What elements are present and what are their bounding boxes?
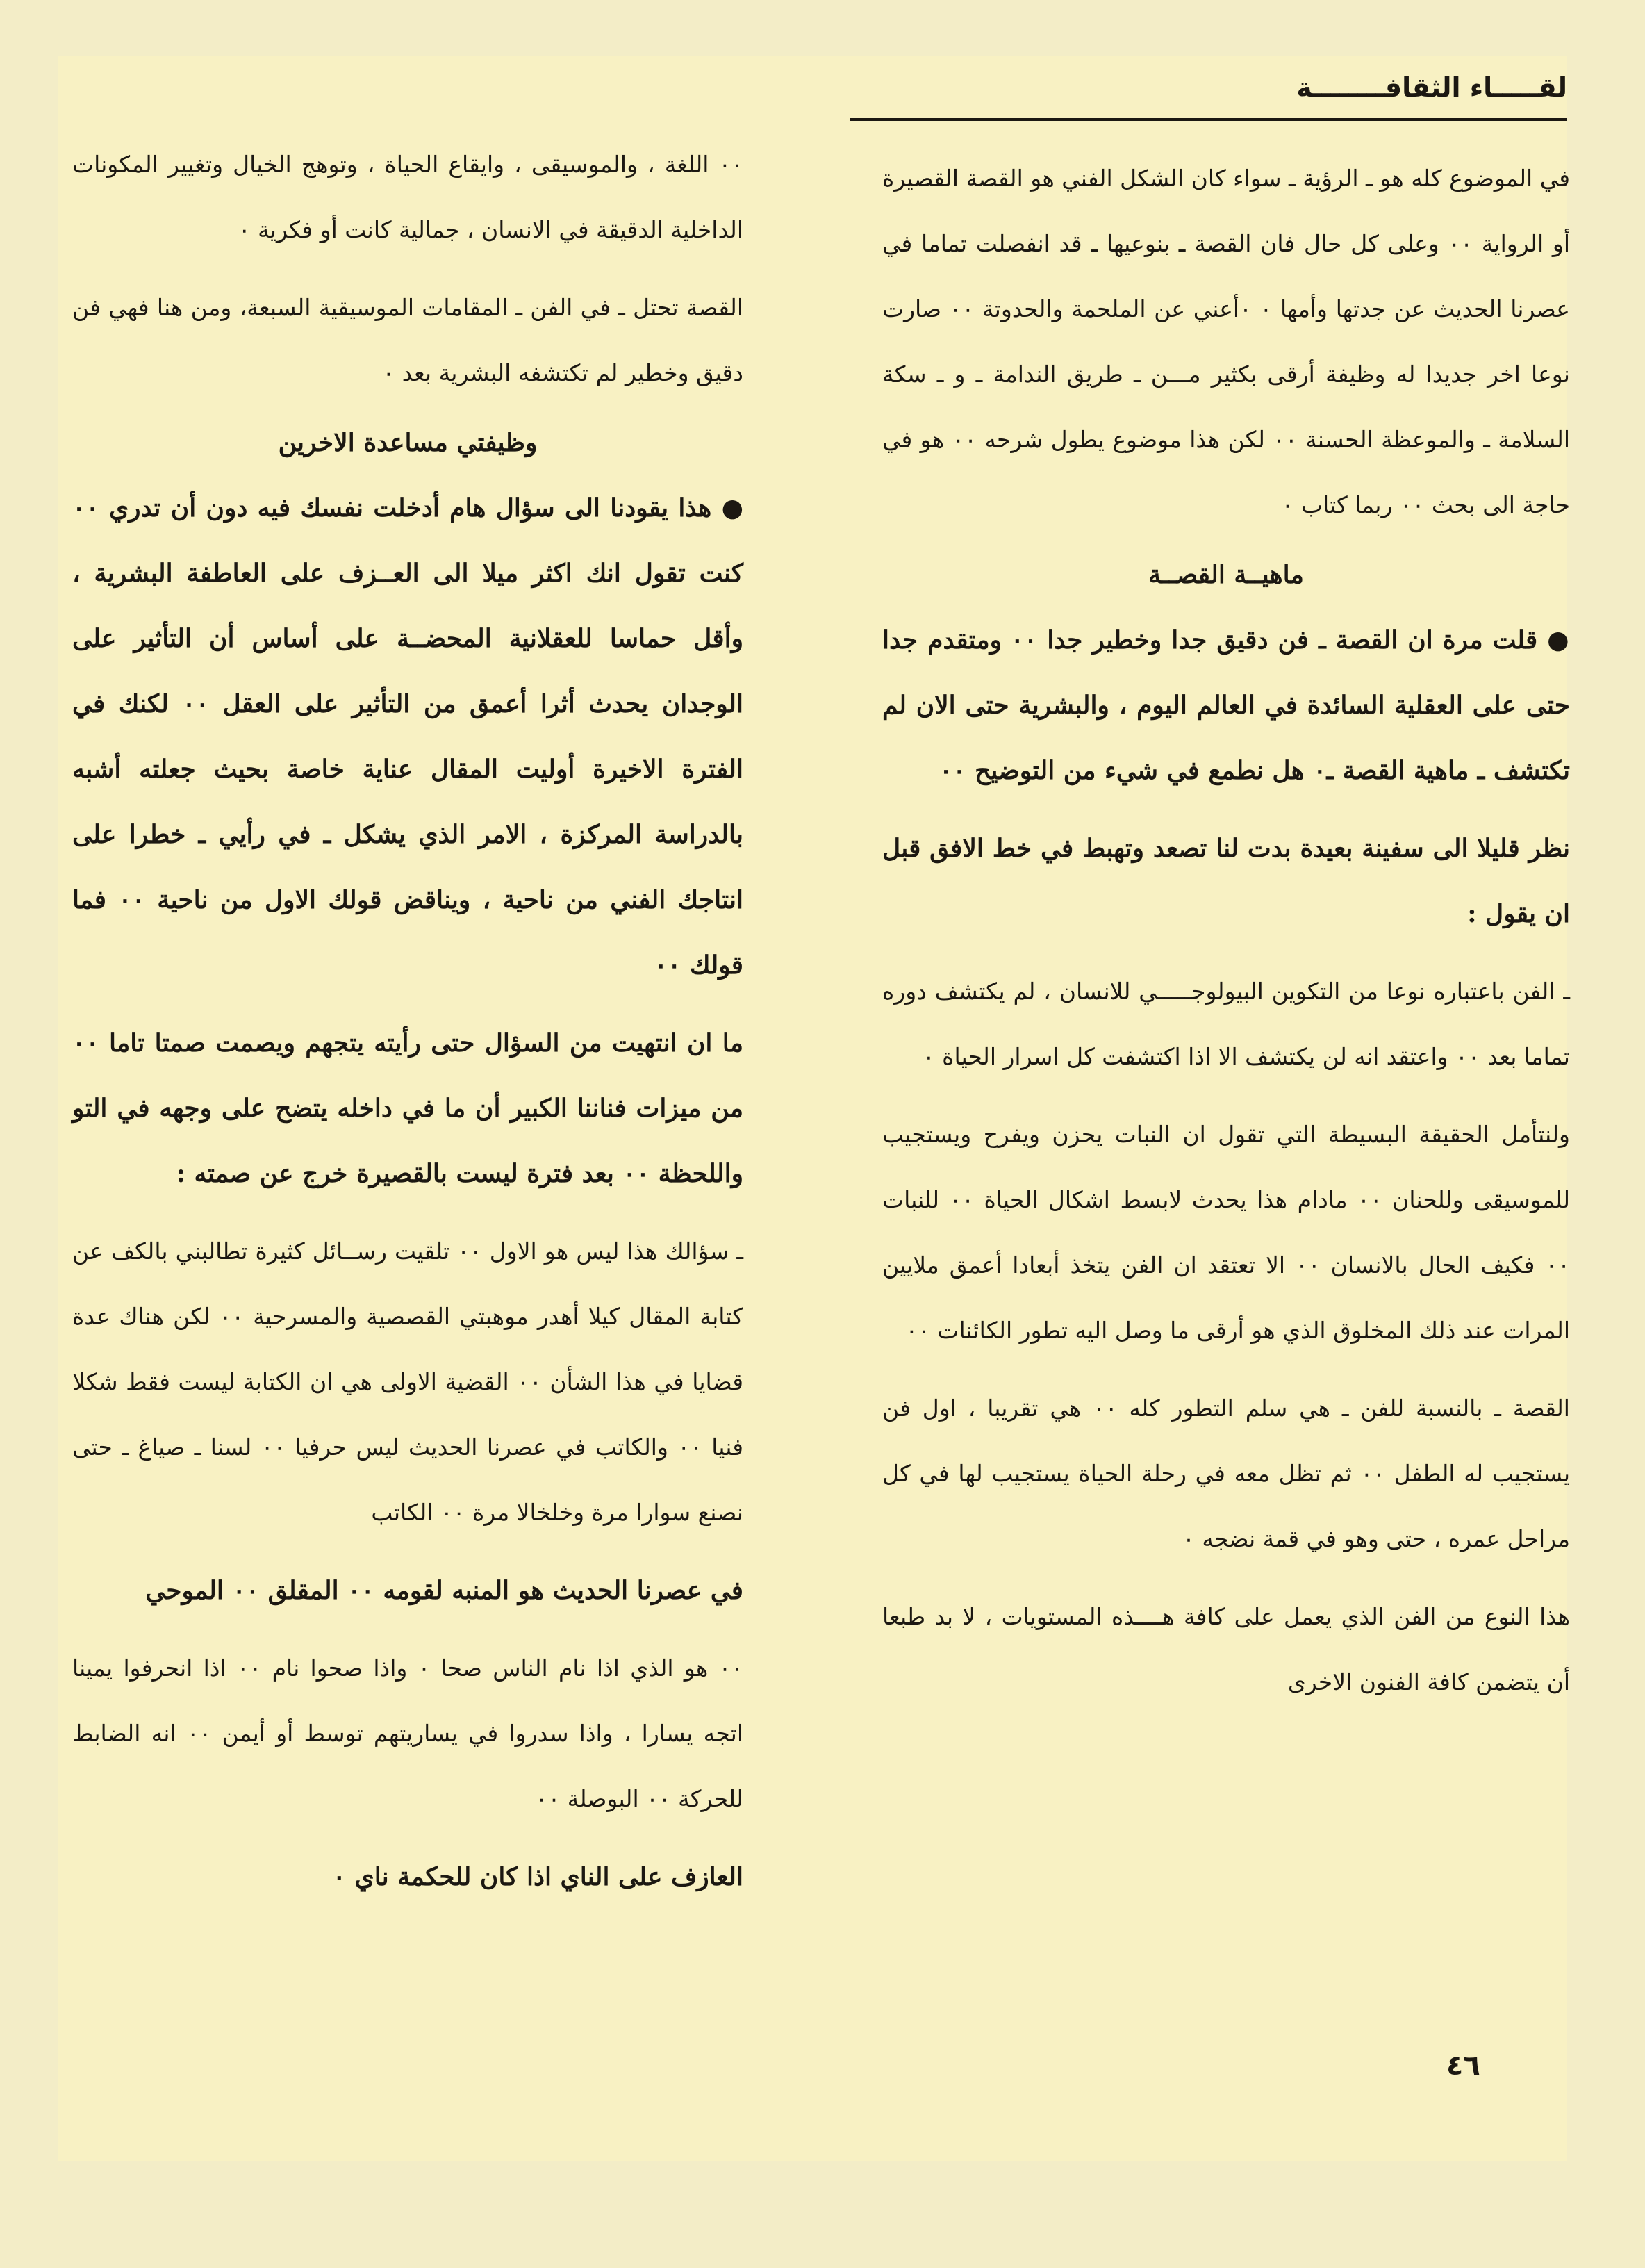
section-heading: ماهيــة القصــة [1148,560,1304,589]
paragraph: هذا النوع من الفن الذي يعمل على كافة هــــذه المستويات ، لا بد طبعا أن يتضمن كافة الفنون الاخرى [882,1603,1570,1695]
section-heading: وظيفتي مساعدة الاخرين [278,428,538,457]
right-column [882,146,1570,1727]
paragraph: القصة تحتل ـ في الفن ـ المقامات الموسيقية السبعة، ومن هنا فهي فن دقيق وخطير لم تكتشفه البشرية بعد ٠ [72,294,743,386]
paragraph: ولنتأمل الحقيقة البسيطة التي تقول ان النبات يحزن ويفرح ويستجيب للموسيقى وللحنان ٠٠ مادام هذا يحدث لابسط اشكال الحياة ٠٠ للنبات ٠٠ فكيف الحال بالانسان ٠٠ الا تعتقد ان الفن يتخذ أبعادا أعمق ملايين المرات عند ذلك المخلوق الذي هو أرقى ما وصل اليه تطور الكائنات ٠٠ [882,1121,1570,1344]
paragraph: ● هذا يقودنا الى سؤال هام أدخلت نفسك فيه دون أن تدري ٠٠ كنت تقول انك اكثر ميلا الى العــزف على العاطفة البشرية ، وأقل حماسا للعقلانية المحضــة على أساس أن التأثير على الوجدان يحدث أثرا أعمق من التأثير على العقل ٠٠ لكنك في الفترة الاخيرة أوليت المقال عناية خاصة بحيث جعلته أشبه بالدراسة المركزة ، الامر الذي يشكل ـ في رأيي ـ خطرا على انتاجك الفني من ناحية ، ويناقض قولك الاول من ناحية ٠٠ فما قولك ٠٠ [72,493,743,980]
paragraph: ٠٠ هو الذي اذا نام الناس صحا ٠ واذا صحوا نام ٠٠ اذا انحرفوا يمينا اتجه يسارا ، واذا سدروا في يساريتهم توسط أو أيمن ٠٠ انه الضابط للحركة ٠٠ البوصلة ٠٠ [72,1654,744,1812]
paragraph: في الموضوع كله هو ـ الرؤية ـ سواء كان الشكل الفني هو القصة القصيرة أو الرواية ٠٠ وعلى كل حال فان القصة ـ بنوعيها ـ قد انفصلت تماما في عصرنا الحديث عن جدتها وأمها ٠ ٠أعني عن الملحمة والحدوتة ٠٠ صارت نوعا اخر جديدا له وظيفة أرقى بكثير مـــن ـ طريق الندامة ـ و ـ سكة السلامة ـ والموعظة الحسنة ٠٠ لكن هذا موضوع يطول شرحه ٠٠ هو في حاجة الى بحث ٠٠ ربما كتاب ٠ [882,165,1570,518]
section-header: لقـــــاء الثقافــــــــة [1296,72,1567,103]
header-rule [850,118,1567,121]
paragraph: ما ان انتهيت من السؤال حتى رأيته يتجهم ويصمت صمتا تاما ٠٠ من ميزات فناننا الكبير أن ما في داخله يتضح على وجهه في التو واللحظة ٠٠ بعد فترة ليست بالقصيرة خرج عن صمته : [72,1028,743,1188]
paragraph: العازف على الناي اذا كان للحكمة ناي ٠ [332,1862,743,1891]
paragraph: ـ سؤالك هذا ليس هو الاول ٠٠ تلقيت رســائل كثيرة تطالبني بالكف عن كتابة المقال كيلا أهدر موهبتي القصصية والمسرحية ٠٠ لكن هناك عدة قضايا في هذا الشأن ٠٠ القضية الاولى هي ان الكتابة ليست فقط شكلا فنيا ٠٠ والكاتب في عصرنا الحديث ليس حرفيا ٠٠ لسنا ـ صياغ ـ حتى نصنع سوارا مرة وخلخالا مرة ٠٠ الكاتب [72,1238,743,1526]
paragraph: نظر قليلا الى سفينة بعيدة بدت لنا تصعد وتهبط في خط الافق قبل ان يقول : [882,834,1570,928]
paragraph: ـ الفن باعتباره نوعا من التكوين البيولوجـــــي للانسان ، لم يكتشف دوره تماما بعد ٠٠ واعتقد انه لن يكتشف الا اذا اكتشفت كل اسرار الحياة ٠ [882,978,1570,1070]
paragraph: ● قلت مرة ان القصة ـ فن دقيق جدا وخطير جدا ٠٠ ومتقدم جدا حتى على العقلية السائدة في العالم اليوم ، والبشرية حتى الان لم تكتشف ـ ماهية القصة ـ٠ هل نطمع في شيء من التوضيح ٠٠ [882,625,1570,785]
page-number: ٤٦ [1446,2050,1480,2082]
left-column [72,132,743,1922]
paragraph: في عصرنا الحديث هو المنبه لقومه ٠٠ المقلق ٠٠ الموحي [145,1576,743,1605]
paragraph: ٠٠ اللغة ، والموسيقى ، وايقاع الحياة ، وتوهج الخيال وتغيير المكونات الداخلية الدقيقة في الانسان ، جمالية كانت أو فكرية ٠ [72,151,743,243]
paragraph: القصة ـ بالنسبة للفن ـ هي سلم التطور كله ٠٠ هي تقريبا ، اول فن يستجيب له الطفل ٠٠ ثم تظل معه في رحلة الحياة يستجيب لها في كل مراحل عمره ، حتى وهو في قمة نضجه ٠ [882,1395,1571,1552]
